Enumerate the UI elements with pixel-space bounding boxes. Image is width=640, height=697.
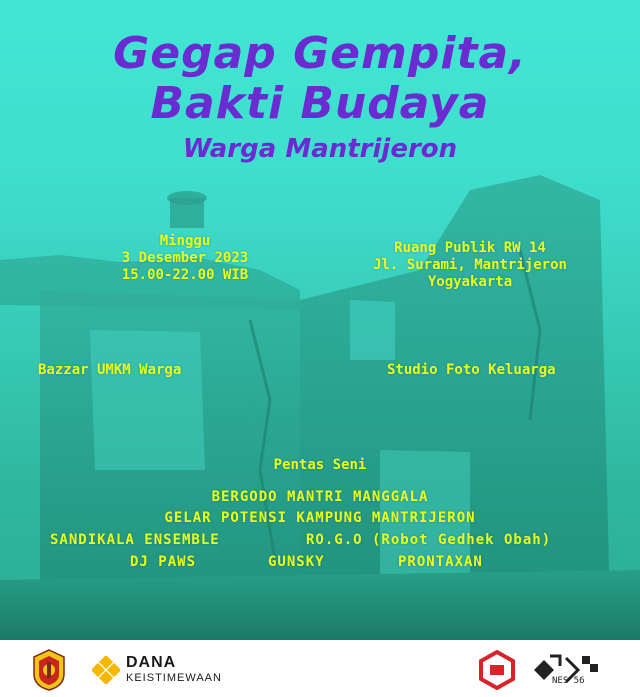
performances-heading: Pentas Seni [273, 457, 367, 473]
event-city: Yogyakarta [427, 274, 513, 290]
performer-prontaxan: PRONTAXAN [398, 554, 483, 570]
title-line-2: Bakti Budaya [150, 78, 490, 129]
red-hexagon-logo-icon [477, 650, 517, 690]
dana-keistimewaan-logo-icon [92, 656, 120, 684]
nes-56-text: NES 56 [552, 676, 585, 686]
event-date: 3 Desember 2023 [121, 250, 249, 266]
dana-label: DANA [126, 654, 177, 671]
event-address: Jl. Surami, Mantrijeron [373, 257, 567, 273]
performer-gunsky: GUNSKY [268, 554, 325, 570]
title-line-1: Gegap Gempita, [113, 28, 527, 79]
subtitle: Warga Mantrijeron [182, 134, 458, 164]
performer-dj-paws: DJ PAWS [130, 554, 197, 570]
keistimewaan-label: KEISTIMEWAAN [126, 672, 222, 684]
event-time: 15.00-22.00 WIB [121, 267, 249, 283]
activity-photo-studio: Studio Foto Keluarga [387, 362, 556, 378]
performer-rogo: RO.G.O (Robot Gedhek Obah) [306, 532, 552, 548]
performer-sandikala: SANDIKALA ENSEMBLE [50, 532, 220, 548]
event-day: Minggu [159, 233, 211, 249]
yogyakarta-emblem-icon [30, 648, 68, 692]
event-venue: Ruang Publik RW 14 [394, 240, 546, 256]
performer-bergodo: BERGODO MANTRI MANGGALA [211, 489, 429, 505]
dana-keistimewaan-text [126, 655, 222, 685]
activity-bazzar: Bazzar UMKM Warga [38, 362, 182, 378]
performer-gelar-potensi: GELAR POTENSI KAMPUNG MANTRIJERON [164, 510, 476, 526]
